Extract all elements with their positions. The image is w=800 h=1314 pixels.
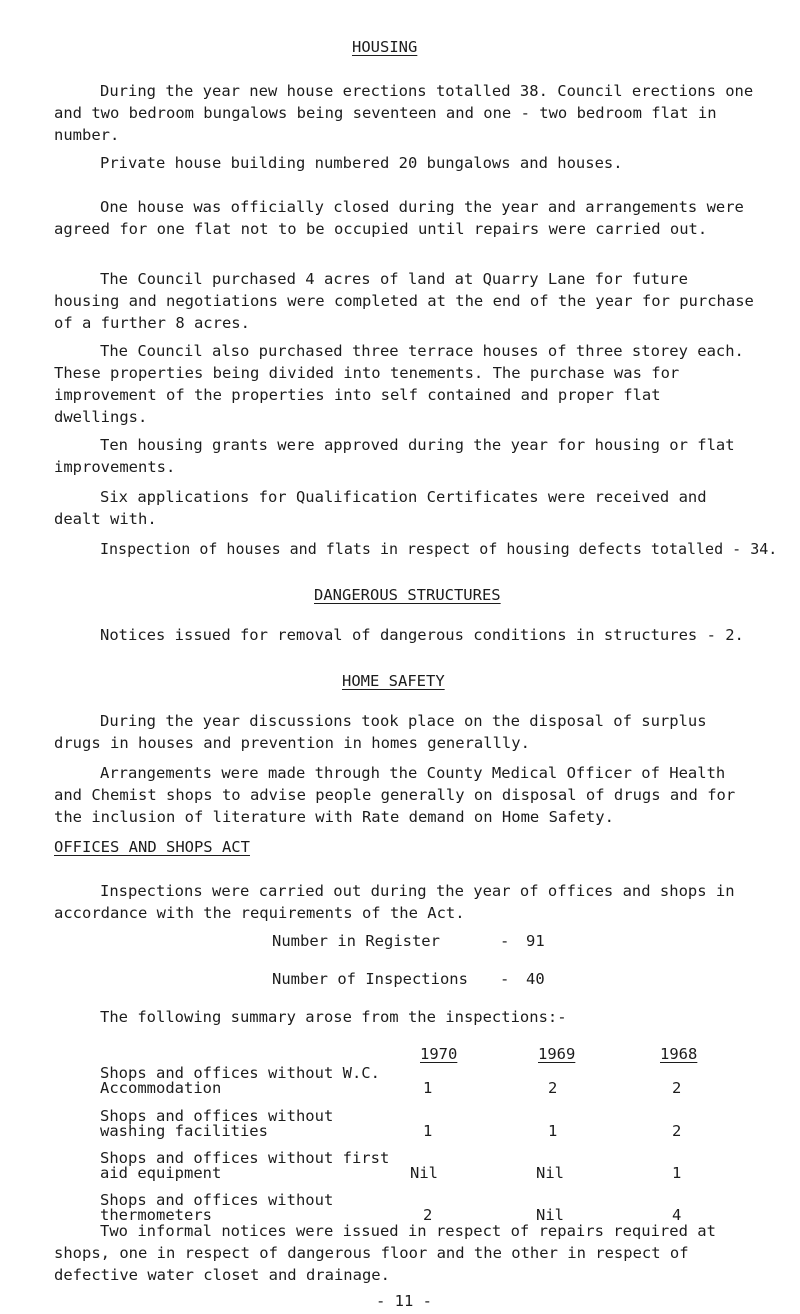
summary-intro: The following summary arose from the inspections:- [100,1008,567,1026]
paragraph-qualification-certificates: Six applications for Qualification Certificates were received and dealt with. [54,488,707,528]
paragraph-private-building: Private house building numbered 20 bungalows and houses. [100,154,623,172]
year-header-1969: 1969 [538,1045,576,1064]
heading-dangerous-structures: DANGEROUS STRUCTURES [314,586,501,604]
table-row-label: Shops and offices without [100,1190,334,1209]
paragraph-inspections: Inspections were carried out during the year of offices and shops in accordance with the requirements of the Act. [54,882,735,922]
paragraph-land-purchase: The Council purchased 4 acres of land at Quarry Lane for future housing and negotiations were completed at the end of the year for purchase of a further 8 acres. [54,270,754,332]
table-row-label: Accommodation [100,1079,222,1098]
table-cell: Nil [536,1163,564,1182]
paragraph-surplus-drugs: During the year discussions took place on the disposal of surplus drugs in houses and prevention in homes generallly. [54,712,707,752]
register-dash: - [500,932,510,950]
table-cell: 1 [672,1163,682,1182]
table-cell: 4 [672,1205,682,1224]
table-cell: Nil [410,1163,438,1182]
paragraph-informal-notices: Two informal notices were issued in respect of repairs required at shops, one in respect of dangerous floor and the other in respect of defective water closet and drainage. [54,1222,716,1284]
paragraph-dangerous-notices: Notices issued for removal of dangerous conditions in structures - 2. [100,626,744,644]
heading-home-safety: HOME SAFETY [342,672,445,690]
table-cell: 2 [548,1079,558,1098]
paragraph-new-houses: During the year new house erections totalled 38. Council erections one and two bedroom bungalows being seventeen and one - two bedroom flat in number. [54,82,754,144]
heading-offices-shops-act: OFFICES AND SHOPS ACT [54,838,250,856]
register-label: Number in Register [272,932,440,950]
inspections-value: 40 [526,970,545,988]
paragraph-arrangements: Arrangements were made through the County Medical Officer of Health and Chemist shops to advise people generally on disposal of drugs and for the inclusion of literature with Rate demand on Home Safety. [54,764,736,826]
paragraph-housing-grants: Ten housing grants were approved during the year for housing or flat improvements. [54,436,735,476]
inspections-dash: - [500,970,510,988]
table-cell: 1 [423,1079,433,1098]
table-cell: 2 [423,1205,433,1224]
paragraph-terrace-houses: The Council also purchased three terrace houses of three storey each. These properties being divided into tenements. The purchase was for improvement of the properties into self contained and proper flat dwellings. [54,342,744,426]
table-cell: 1 [423,1121,433,1140]
table-row-label: aid equipment [100,1163,222,1182]
heading-housing: HOUSING [352,38,418,56]
table-cell: 1 [548,1121,558,1140]
table-cell: Nil [536,1205,564,1224]
inspections-label: Number of Inspections [272,970,468,988]
paragraph-housing-defects: Inspection of houses and flats in respect of housing defects totalled - 34. [100,540,778,558]
table-row-label: Shops and offices without first [100,1148,390,1167]
page-number: - 11 - [376,1292,432,1310]
table-row-label: thermometers [100,1205,212,1224]
year-header-1970: 1970 [420,1045,458,1064]
table-cell: 2 [672,1121,682,1140]
paragraph-house-closed: One house was officially closed during the year and arrangements were agreed for one flat not to be occupied until repairs were carried out. [54,198,744,238]
table-row-label: Shops and offices without [100,1106,334,1125]
table-cell: 2 [672,1079,682,1098]
register-value: 91 [526,932,545,950]
table-row-label: washing facilities [100,1121,268,1140]
year-header-1968: 1968 [660,1045,698,1064]
table-row-label: Shops and offices without W.C. [100,1064,380,1083]
